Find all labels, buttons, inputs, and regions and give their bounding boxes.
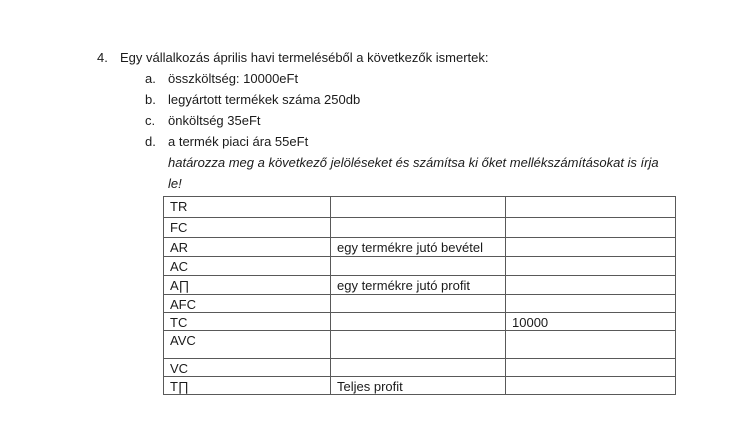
- table-row: [164, 238, 676, 257]
- symbol-cell: VC: [164, 359, 331, 377]
- list-marker: a.: [145, 71, 156, 86]
- table-row: [164, 313, 676, 331]
- value-cell: [506, 295, 676, 313]
- description-cell: egy termékre jutó bevétel: [331, 238, 506, 257]
- instruction-line-2: le!: [168, 176, 182, 191]
- list-item-text: összköltség: 10000eFt: [168, 71, 299, 86]
- symbol-cell: FC: [164, 218, 331, 238]
- value-cell: [506, 197, 676, 218]
- value-cell: 10000: [506, 313, 676, 331]
- value-cell: [506, 218, 676, 238]
- table-row: [164, 377, 676, 395]
- table-row: [164, 331, 676, 359]
- description-cell: [331, 257, 506, 276]
- table-row: [164, 257, 676, 276]
- list-marker: b.: [145, 92, 156, 107]
- table-row: [164, 295, 676, 313]
- symbol-cell: A∏: [164, 276, 331, 295]
- description-cell: [331, 313, 506, 331]
- symbol-cell: TC: [164, 313, 331, 331]
- description-cell: [331, 331, 506, 359]
- instruction-line-1: határozza meg a következő jelöléseket és számítsa ki őket mellékszámításokat is írja: [168, 155, 659, 170]
- calculation-table: [163, 196, 676, 395]
- value-cell: [506, 238, 676, 257]
- value-cell: [506, 331, 676, 359]
- symbol-cell: AC: [164, 257, 331, 276]
- list-item-text: a termék piaci ára 55eFt: [168, 134, 309, 149]
- list-marker: c.: [145, 113, 156, 128]
- value-cell: [506, 276, 676, 295]
- symbol-cell: AVC: [164, 331, 331, 359]
- description-cell: [331, 197, 506, 218]
- description-cell: [331, 218, 506, 238]
- value-cell: [506, 377, 676, 395]
- list-marker: d.: [145, 134, 156, 149]
- description-cell: [331, 359, 506, 377]
- list-item-text: önköltség 35eFt: [168, 113, 261, 128]
- table-row: [164, 276, 676, 295]
- question-text: Egy vállalkozás április havi termeléséből a következők ismertek:: [120, 50, 489, 65]
- description-cell: [331, 295, 506, 313]
- description-cell: egy termékre jutó profit: [331, 276, 506, 295]
- question-heading: [97, 50, 489, 65]
- symbol-cell: AR: [164, 238, 331, 257]
- value-cell: [506, 257, 676, 276]
- list-item-text: legyártott termékek száma 250db: [168, 92, 361, 107]
- symbol-cell: AFC: [164, 295, 331, 313]
- description-cell: Teljes profit: [331, 377, 506, 395]
- table-row: [164, 197, 676, 218]
- symbol-cell: TR: [164, 197, 331, 218]
- table-row: [164, 359, 676, 377]
- symbol-cell: T∏: [164, 377, 331, 395]
- question-number: 4.: [97, 50, 108, 65]
- value-cell: [506, 359, 676, 377]
- table-row: [164, 218, 676, 238]
